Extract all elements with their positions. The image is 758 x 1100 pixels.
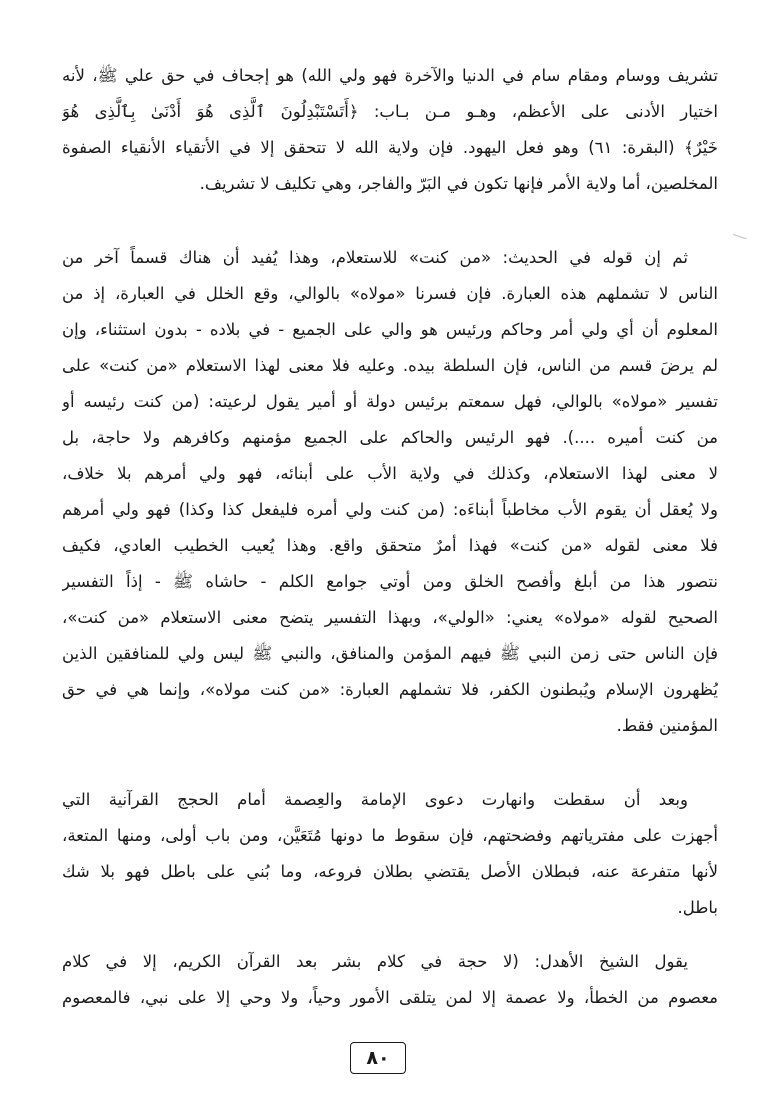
page-number-text: ٨٠	[366, 1047, 390, 1069]
paragraph-3-line-2: أجهزت على مفترياتهم وفضحتهم، فإن سقوط ما دونها مُتَعَيَّن، ومن باب أولى، ومنها المتعة،	[62, 826, 718, 845]
paragraph-2-line-5: تفسير «مولاه» بالوالي، فهل سمعتم برئيس دولة أو أمير يقول لرعيته: (من كنت رئيسه أو	[62, 392, 718, 411]
paragraph-4-line-2: معصوم من الخطأ، ولا عصمة إلا لمن يتلقى الأمور وحياً، ولا وحي إلا على نبي، فالمعصوم	[62, 988, 718, 1007]
scan-mark	[731, 234, 746, 245]
paragraph-2-line-14: المؤمنين فقط.	[616, 716, 718, 735]
paragraph-1-line-3: خَيْرٌ﴾ (البقرة: ٦١) وهو فعل اليهود. فإن ولاية الله لا تتحقق إلا في الأتقياء الأنقياء الصفوة	[62, 138, 718, 157]
paragraph-2	[62, 240, 718, 744]
page-number	[350, 1042, 406, 1074]
paragraph-2-line-11: الصحيح لقوله «مولاه» يعني: «الولي»، وبهذا التفسير يتضح معنى الاستعلام «من كنت»،	[62, 608, 718, 627]
paragraph-1-line-4: المخلصين، أما ولاية الأمر فإنها تكون في البَرّ والفاجر، وهي تكليف لا تشريف.	[199, 174, 718, 193]
paragraph-2-line-2: الناس لا تشملهم هذه العبارة. فإن فسرنا «مولاه» بالوالي، وقع الخلل في العبارة، إذ من	[62, 284, 718, 303]
paragraph-4	[62, 944, 718, 1016]
paragraph-3	[62, 782, 718, 926]
paragraph-1-line-1: تشريف ووسام ومقام سام في الدنيا والآخرة فهو ولي الله) هو إجحاف في حق علي ﷺ، لأنه	[62, 66, 718, 85]
paragraph-3-line-3: لأنها متفرعة عنه، فبطلان الأصل يقتضي بطلان فروعه، وما بُني على باطل فهو بلا شك	[62, 862, 718, 881]
paragraph-4-line-1: يقول الشيخ الأهدل: (لا حجة في كلام بشر بعد القرآن الكريم، إلا في كلام	[62, 952, 688, 971]
paragraph-1	[62, 58, 718, 202]
paragraph-3-line-1: وبعد أن سقطت وانهارت دعوى الإمامة والعِصمة أمام الحجج القرآنية التي	[62, 790, 688, 809]
paragraph-2-line-7: لا معنى لهذا الاستعلام، وكذلك في ولاية الأب على أبنائه، فهو ولي أمرهم بلا خلاف،	[62, 464, 718, 483]
paragraph-1-line-2: اختيار الأدنى على الأعظم، وهـو مـن بـاب: ﴿أَتَسْتَبْدِلُونَ ٱلَّذِى هُوَ أَدْنَىٰ بِٱلَّذِى هُوَ	[62, 102, 718, 121]
paragraph-2-line-9: فلا معنى لقوله «من كنت» فهذا أمرٌ متحقق واقع. وهذا يُعيب الخطيب العادي، فكيف	[62, 536, 718, 555]
paragraph-2-line-10: نتصور هذا من أبلغ وأفصح الخلق ومن أوتي جوامع الكلم - حاشاه ﷺ - إذاً التفسير	[62, 572, 718, 591]
paragraph-2-line-3: المعلوم أن أي ولي أمر وحاكم ورئيس هو والي على الجميع - في بلاده - بدون استثناء، وإن	[62, 320, 718, 339]
paragraph-2-line-8: ولا يُعقل أن يقوم الأب مخاطباً أبناءَه: (من كنت ولي أمره فليفعل كذا وكذا) فهو ولي أمرهم	[62, 500, 718, 519]
paragraph-2-line-13: يُظهرون الإسلام ويُبطنون الكفر، فلا تشملهم العبارة: «من كنت مولاه»، وإنما هي في حق	[62, 680, 718, 699]
paragraph-2-line-12: فإن الناس حتى زمن النبي ﷺ فيهم المؤمن والمنافق، والنبي ﷺ ليس ولي للمنافقين الذين	[62, 644, 718, 663]
paragraph-2-line-1: ثم إن قوله في الحديث: «من كنت» للاستعلام، وهذا يُفيد أن هناك قسماً آخر من	[62, 248, 688, 267]
paragraph-2-line-6: من كنت أميره ....). فهو الرئيس والحاكم على الجميع مؤمنهم وكافرهم ولا حاجة، بل	[62, 428, 718, 447]
paragraph-3-line-4: باطل.	[677, 898, 718, 917]
paragraph-2-line-4: لم يرضَ قسم من الناس، فإن السلطة بيده. وعليه فلا معنى لهذا الاستعلام «من كنت» على	[62, 356, 718, 375]
